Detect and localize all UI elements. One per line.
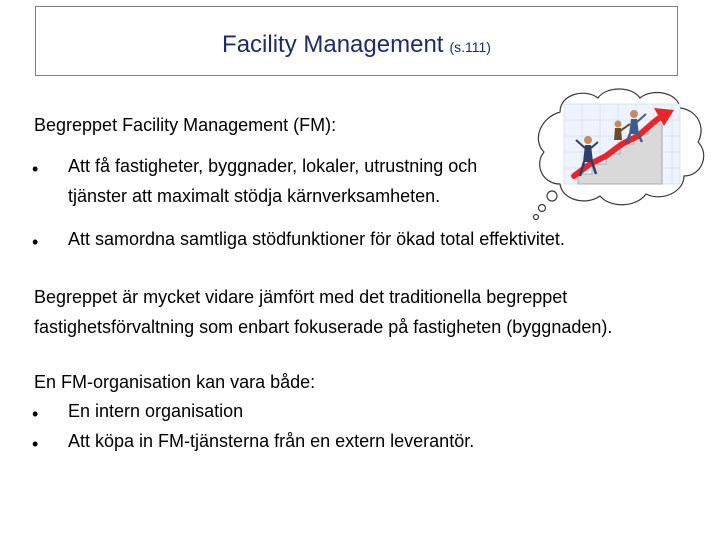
organisation-heading: En FM-organisation kan vara både: <box>34 372 316 392</box>
organisation-item-1: En intern organisation <box>68 401 244 421</box>
page-title <box>36 31 677 59</box>
growth-staircase-clipart-icon <box>530 84 710 224</box>
comparison-line-2: fastighetsförvaltning som enbart fokuserade på fastigheten (byggnaden). <box>34 317 613 337</box>
bullet-1-line-1: Att få fastigheter, byggnader, lokaler, utrustning och <box>68 156 478 176</box>
bullet-marker: • <box>32 159 39 179</box>
organisation-item-2: Att köpa in FM-tjänsterna från en extern leverantör. <box>68 431 475 451</box>
title-box <box>35 6 678 76</box>
bullet-2-line-1: Att samordna samtliga stödfunktioner för ökad total effektivitet. <box>68 229 565 249</box>
bullet-marker: • <box>32 232 39 252</box>
intro-heading: Begreppet Facility Management (FM): <box>34 115 337 135</box>
bullet-marker: • <box>32 404 39 424</box>
comparison-line-1: Begreppet är mycket vidare jämfört med det traditionella begreppet <box>34 287 568 307</box>
bullet-1-line-2: tjänster att maximalt stödja kärnverksamheten. <box>68 186 441 206</box>
title-page-ref: (s.111) <box>449 39 491 55</box>
title-main: Facility Management <box>222 31 444 58</box>
bullet-marker: • <box>32 434 39 454</box>
